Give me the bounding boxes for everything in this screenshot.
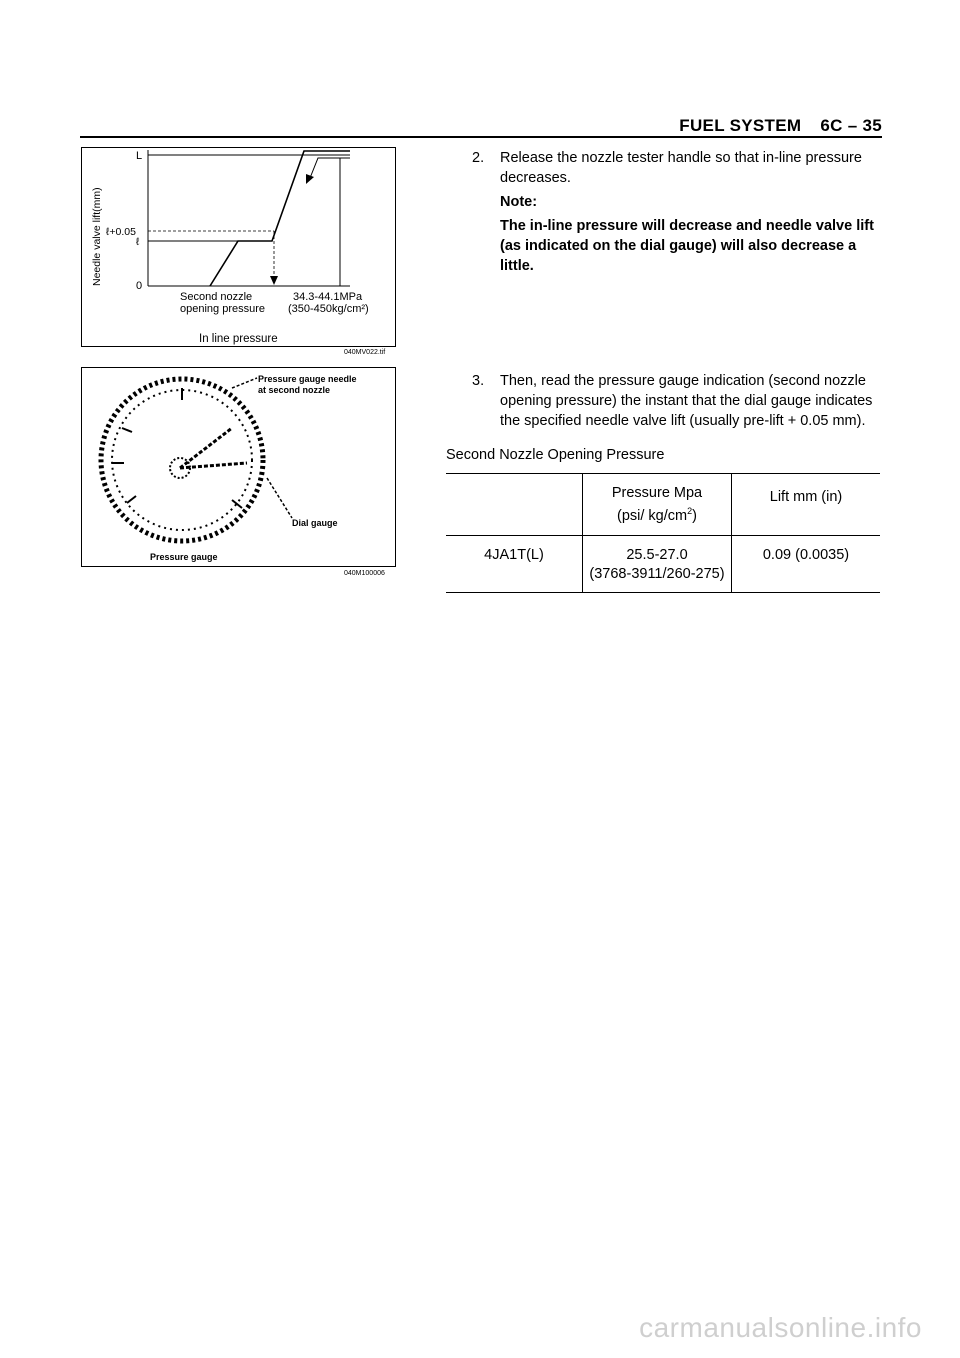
cell-model: 4JA1T(L) [446, 536, 583, 593]
spec-table [446, 473, 880, 593]
x-label-second-2: opening pressure [180, 303, 266, 315]
gauge-tick-1 [122, 428, 132, 432]
gauge-label-bottom: Pressure gauge [150, 552, 218, 562]
figure2-caption: 040M100006 [344, 570, 385, 577]
pointer-arrow-head [306, 174, 314, 184]
gauge-label-right: Dial gauge [292, 518, 338, 528]
pressure-gauge-figure [81, 367, 396, 567]
y-tick-0: 0 [136, 280, 143, 292]
figure1-caption: 040MV022.tif [344, 349, 386, 356]
note-text: The in-line pressure will decrease and needle valve lift (as indicated on the dial gauge) will also decrease a little. [500, 218, 874, 274]
gauge-inner-ring [112, 390, 252, 530]
y-tick-L: L [136, 150, 143, 162]
watermark: carmanualsonline.info [639, 1312, 922, 1343]
leader-right [267, 478, 292, 518]
x-label-range-1: 34.3-44.1MPa [293, 291, 363, 303]
header-rule [80, 136, 882, 138]
y-tick-l: ℓ [136, 236, 140, 248]
cell-pressure: 25.5-27.0 (3768-3911/260-275) [583, 536, 732, 593]
table-row [446, 536, 880, 593]
gauge-label-top-2: at second nozzle [258, 385, 331, 395]
page-number: 6C – 35 [820, 116, 882, 135]
gauge-needle [180, 428, 232, 468]
gauge-outer-ring [101, 379, 263, 541]
header-pressure-line2: (psi/ $kg/cm^2$) [617, 506, 697, 524]
needle-lift-graph-svg [82, 148, 395, 346]
table-header-row [446, 474, 880, 536]
step-text: Then, read the pressure gauge indication (second nozzle opening pressure) the instant that the dial gauge indicates the specified needle valve lift (usually pre-lift + 0.05 mm). [500, 373, 873, 429]
y-axis-label: Needle valve lift(mm) [91, 187, 103, 286]
gauge-label-top-1: Pressure gauge needle [258, 374, 357, 384]
step-number: 3. [472, 373, 485, 389]
step-2 [472, 148, 880, 276]
needle-lift-graph [81, 147, 396, 347]
gauge-tick-3 [127, 496, 136, 503]
header-lift: Lift mm (in) [732, 474, 881, 536]
gauge-tick-4 [232, 500, 242, 508]
header-pressure-line1: Pressure Mpa [611, 485, 703, 502]
page-header [679, 116, 882, 136]
dashed-arrow-head [270, 276, 278, 285]
step-number: 2. [472, 150, 485, 166]
leader-top [232, 378, 257, 388]
cell-lift: 0.09 (0.0035) [732, 536, 881, 593]
pointer-line [310, 158, 350, 178]
section-title: FUEL SYSTEM [679, 116, 802, 135]
x-label-second-1: Second nozzle [180, 291, 253, 303]
header-blank [446, 474, 583, 536]
step-text: Release the nozzle tester handle so that in-line pressure decreases. [500, 150, 862, 186]
x-axis-title: In line pressure [199, 333, 278, 345]
lift-curve [210, 151, 350, 286]
pressure-gauge-svg [82, 368, 395, 566]
header-pressure [583, 474, 732, 536]
x-label-range-2: (350-450kg/cm²) [288, 303, 369, 315]
table-title: Second Nozzle Opening Pressure [446, 447, 665, 463]
y-tick-l005: ℓ+0.05 [106, 226, 136, 238]
step-3 [472, 371, 880, 431]
note-label: Note: [500, 194, 538, 210]
